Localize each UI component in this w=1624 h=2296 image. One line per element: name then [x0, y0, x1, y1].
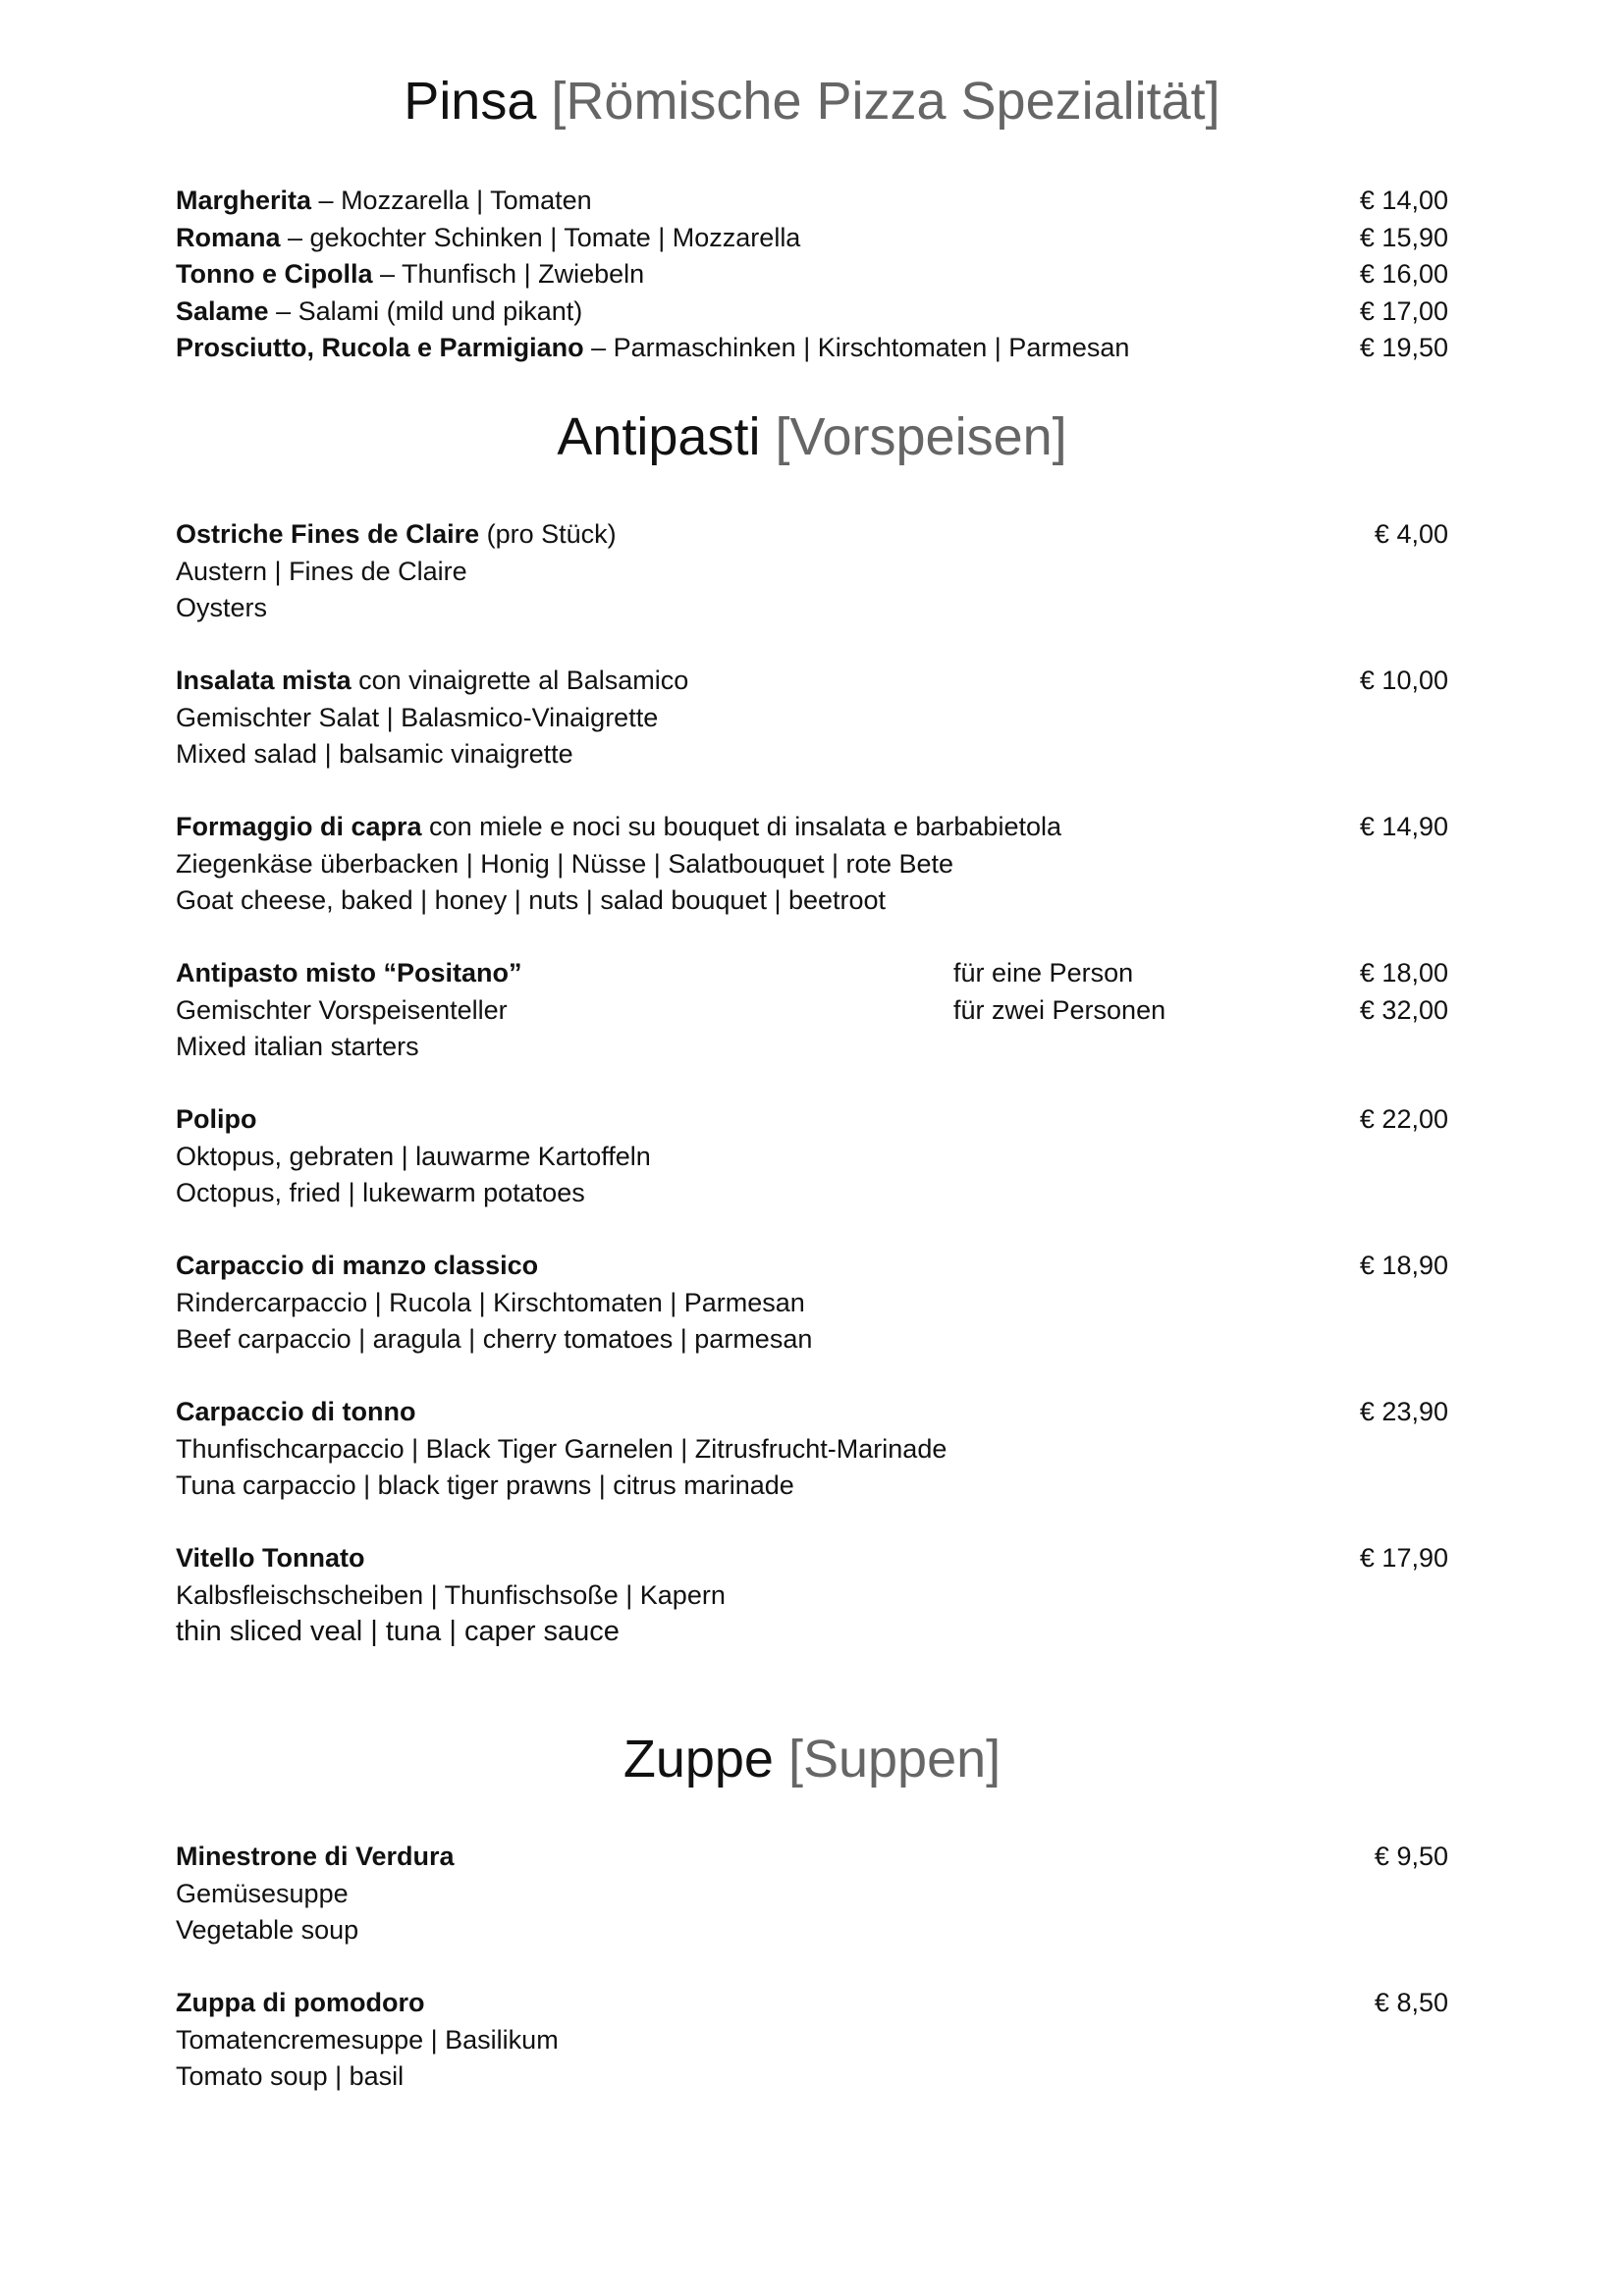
- item-description: – Mozzarella | Tomaten: [311, 186, 592, 215]
- menu-item: [176, 1101, 1448, 1212]
- item-name: Ostriche Fines de Claire: [176, 519, 480, 549]
- item-price: € 16,00: [1359, 259, 1448, 289]
- item-name: Romana: [176, 222, 281, 252]
- item-english: Mixed salad | balsamic vinaigrette: [176, 739, 573, 769]
- item-german: Thunfischcarpaccio | Black Tiger Garnelen | Zitrusfrucht-Marinade: [176, 1433, 947, 1464]
- item-english: Oysters: [176, 593, 268, 622]
- pinsa-list: [176, 183, 1448, 367]
- section-title: Zuppe: [623, 1730, 774, 1789]
- item-price: € 32,00: [1359, 994, 1448, 1025]
- item-name: Insalata mista: [176, 666, 352, 695]
- item-english: Beef carpaccio | aragula | cherry tomatoes | parmesan: [176, 1324, 813, 1354]
- item-description: – Thunfisch | Zwiebeln: [372, 259, 645, 289]
- item-name: Formaggio di capra: [176, 812, 422, 841]
- menu-item: [176, 1540, 1448, 1651]
- item-name: Carpaccio di manzo classico: [176, 1251, 539, 1280]
- section-subtitle: [Römische Pizza Spezialität]: [551, 72, 1220, 131]
- item-german: Austern | Fines de Claire: [176, 556, 467, 586]
- item-price: € 17,00: [1359, 295, 1448, 326]
- item-name: Zuppa di pomodoro: [176, 1988, 425, 2017]
- menu-item: [176, 955, 1448, 1066]
- item-german: Kalbsfleischscheiben | Thunfischsoße | Kapern: [176, 1579, 726, 1610]
- item-price: € 15,90: [1359, 222, 1448, 252]
- section-heading-zuppe: [0, 1730, 1624, 1789]
- menu-item: [176, 1985, 1448, 2096]
- item-price: € 19,50: [1359, 333, 1448, 362]
- section-subtitle: [Vorspeisen]: [775, 407, 1067, 466]
- item-name: Minestrone di Verdura: [176, 1842, 455, 1871]
- item-english: thin sliced veal | tuna | caper sauce: [176, 1616, 620, 1647]
- item-english: Tomato soup | basil: [176, 2061, 405, 2091]
- item-german: Gemüsesuppe: [176, 1878, 349, 1908]
- menu-item: [176, 256, 1448, 294]
- menu-item: [176, 330, 1448, 367]
- item-german: Gemischter Salat | Balasmico-Vinaigrette: [176, 702, 659, 732]
- item-name: Salame: [176, 295, 269, 326]
- menu-item: [176, 663, 1448, 774]
- item-name: Vitello Tonnato: [176, 1543, 365, 1573]
- item-extra: con miele e noci su bouquet di insalata e barbabietola: [421, 812, 1061, 841]
- item-english: Vegetable soup: [176, 1915, 359, 1945]
- menu-item: [176, 220, 1448, 257]
- item-price: € 4,00: [1374, 519, 1448, 549]
- item-serving: für eine Person: [953, 958, 1134, 988]
- item-german: Ziegenkäse überbacken | Honig | Nüsse | Salatbouquet | rote Bete: [176, 848, 954, 879]
- item-price: € 22,00: [1359, 1104, 1448, 1134]
- section-title: Antipasti: [557, 407, 761, 466]
- menu-item: [176, 294, 1448, 331]
- menu-item: [176, 809, 1448, 920]
- item-german: Rindercarpaccio | Rucola | Kirschtomaten | Parmesan: [176, 1287, 805, 1317]
- item-price: € 18,00: [1359, 958, 1448, 988]
- item-price: € 10,00: [1359, 666, 1448, 695]
- item-english: Octopus, fried | lukewarm potatoes: [176, 1178, 585, 1207]
- item-name: Margherita: [176, 186, 312, 215]
- item-name: Prosciutto, Rucola e Parmigiano: [176, 333, 584, 362]
- item-serving: für zwei Personen: [953, 994, 1166, 1025]
- item-description: – Parmaschinken | Kirschtomaten | Parmesan: [583, 333, 1130, 362]
- item-name: Tonno e Cipolla: [176, 259, 373, 289]
- section-title: Pinsa: [404, 72, 537, 131]
- item-english: Goat cheese, baked | honey | nuts | salad bouquet | beetroot: [176, 885, 887, 915]
- menu-item: [176, 516, 1448, 627]
- item-german: Oktopus, gebraten | lauwarme Kartoffeln: [176, 1141, 651, 1171]
- item-german: Tomatencremesuppe | Basilikum: [176, 2024, 559, 2055]
- item-english: Mixed italian starters: [176, 1032, 419, 1061]
- menu-item: [176, 1839, 1448, 1949]
- menu-item: [176, 1394, 1448, 1505]
- item-price: € 23,90: [1359, 1397, 1448, 1426]
- item-english: Tuna carpaccio | black tiger prawns | citrus marinade: [176, 1470, 794, 1500]
- item-price: € 8,50: [1374, 1988, 1448, 2017]
- item-price: € 14,00: [1359, 186, 1448, 215]
- menu-item: [176, 183, 1448, 220]
- menu-item: [176, 1248, 1448, 1359]
- item-name: Polipo: [176, 1104, 257, 1134]
- section-subtitle: [Suppen]: [787, 1730, 1001, 1789]
- item-description: – Salami (mild und pikant): [268, 295, 583, 326]
- item-extra: con vinaigrette al Balsamico: [351, 666, 689, 695]
- item-price: € 9,50: [1374, 1842, 1448, 1871]
- item-price: € 18,90: [1359, 1251, 1448, 1280]
- item-price: € 17,90: [1359, 1543, 1448, 1573]
- section-heading-pinsa: [0, 72, 1624, 131]
- item-name: Antipasto misto “Positano”: [176, 958, 522, 988]
- item-german: Gemischter Vorspeisenteller: [176, 994, 508, 1025]
- item-description: – gekochter Schinken | Tomate | Mozzarella: [280, 222, 801, 252]
- item-extra: (pro Stück): [479, 519, 617, 549]
- item-price: € 14,90: [1359, 812, 1448, 841]
- item-name: Carpaccio di tonno: [176, 1397, 416, 1426]
- section-heading-antipasti: [0, 407, 1624, 466]
